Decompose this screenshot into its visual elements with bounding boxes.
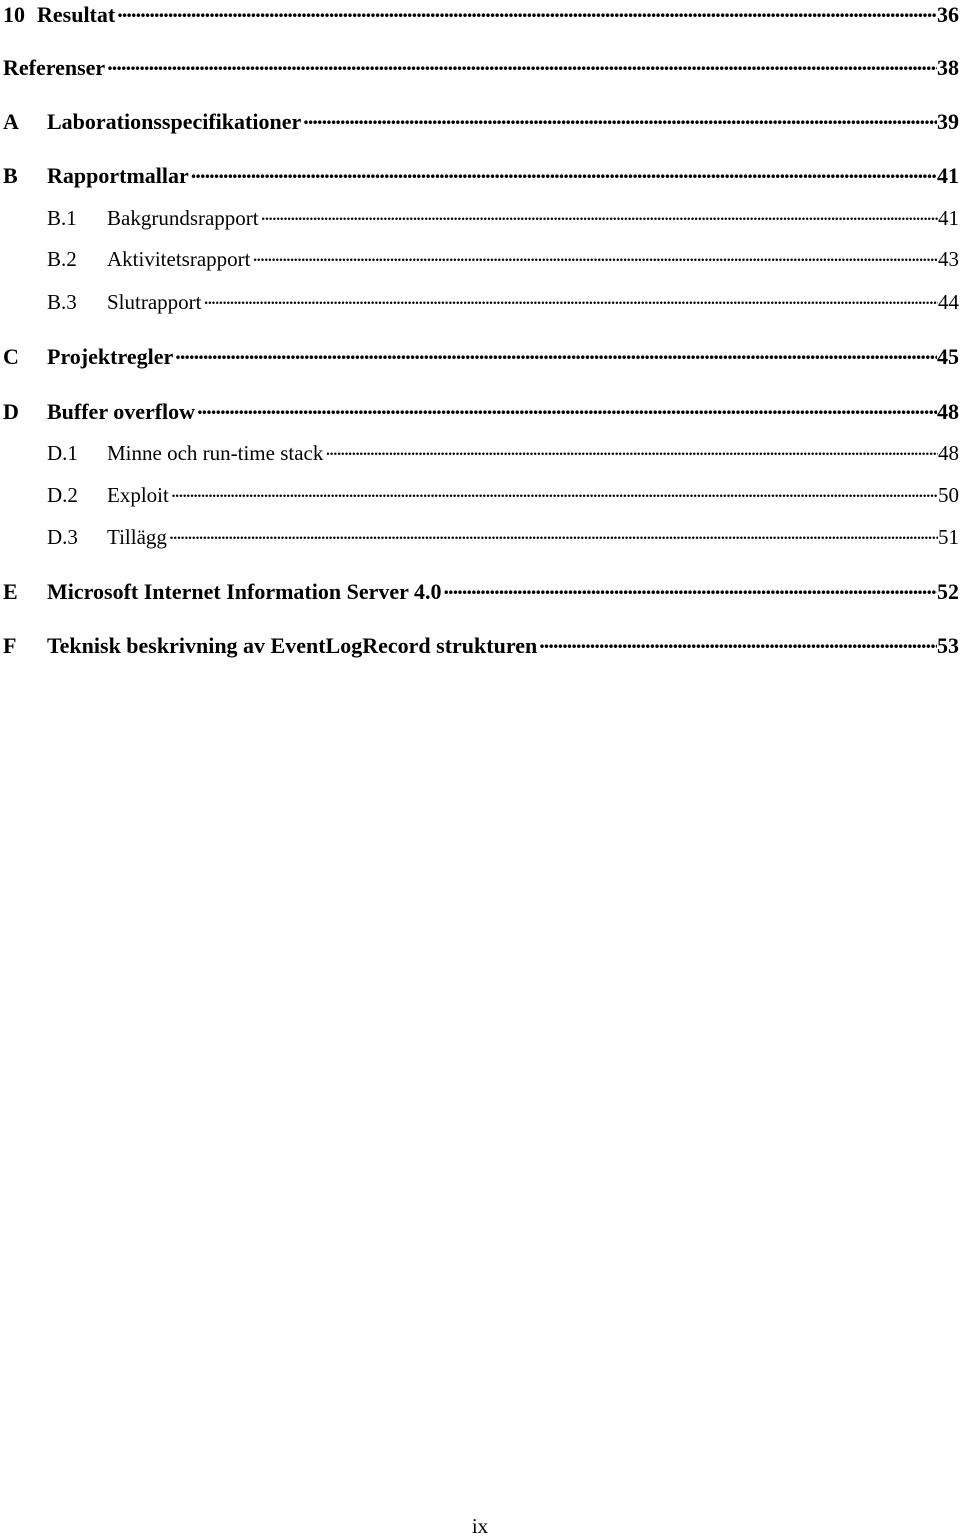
toc-entry-title: Referenser xyxy=(3,55,106,80)
toc-entry-number: E xyxy=(3,579,18,604)
page-number: ix xyxy=(471,1514,489,1538)
toc-entry-page: 45 xyxy=(937,344,959,369)
toc-entry-number: B.3 xyxy=(47,290,77,314)
toc-entry-b3[interactable] xyxy=(0,288,960,318)
toc-entry-page: 48 xyxy=(938,441,959,465)
toc-entry-page: 44 xyxy=(938,290,959,314)
toc-entry-appendix-d[interactable] xyxy=(0,397,960,427)
toc-entry-d2[interactable] xyxy=(0,481,960,511)
toc-entry-title: Laborationsspecifikationer xyxy=(47,109,302,134)
toc-entry-page: 50 xyxy=(938,483,959,507)
toc-dot-leader xyxy=(195,398,937,420)
toc-entry-page: 41 xyxy=(937,163,959,188)
toc-entry-b1[interactable] xyxy=(0,204,960,234)
toc-entry-appendix-f[interactable] xyxy=(0,631,960,661)
toc-dot-leader xyxy=(167,524,938,545)
toc-entry-resultat[interactable] xyxy=(0,0,960,30)
toc-entry-appendix-e[interactable] xyxy=(0,577,960,607)
toc-entry-title: Rapportmallar xyxy=(47,163,189,188)
toc-dot-leader xyxy=(250,246,938,267)
toc-entry-number: B.2 xyxy=(47,247,77,271)
toc-entry-number: F xyxy=(3,633,17,658)
toc-entry-title: Exploit xyxy=(107,483,169,507)
toc-entry-number: D.2 xyxy=(47,483,78,507)
toc-entry-page: 43 xyxy=(938,247,959,271)
toc-entry-page: 39 xyxy=(937,109,959,134)
toc-entry-title: Buffer overflow xyxy=(47,399,196,424)
toc-entry-b2[interactable] xyxy=(0,245,960,275)
toc-dot-leader xyxy=(323,440,938,461)
toc-entry-number: D.3 xyxy=(47,525,78,549)
toc-dot-leader xyxy=(105,54,937,76)
toc-entry-title: Minne och run-time stack xyxy=(107,441,324,465)
toc-entry-d1[interactable] xyxy=(0,439,960,469)
toc-entry-page: 38 xyxy=(937,55,959,80)
toc-entry-page: 51 xyxy=(938,525,959,549)
toc-entry-appendix-b[interactable] xyxy=(0,161,960,191)
toc-entry-title: Microsoft Internet Information Server 4.0 xyxy=(47,579,442,604)
toc-entry-page: 36 xyxy=(937,2,959,27)
toc-dot-leader xyxy=(202,289,939,310)
toc-dot-leader xyxy=(301,108,937,130)
toc-entry-appendix-a[interactable] xyxy=(0,107,960,137)
toc-dot-leader xyxy=(442,578,938,600)
toc-entry-page: 41 xyxy=(938,206,959,230)
toc-entry-page: 53 xyxy=(937,633,959,658)
toc-dot-leader xyxy=(169,482,938,503)
toc-entry-number: 10 xyxy=(3,2,25,27)
toc-entry-number: B xyxy=(3,163,18,188)
toc-dot-leader xyxy=(173,343,937,365)
toc-entry-title: Resultat xyxy=(37,2,116,27)
toc-entry-title: Aktivitetsrapport xyxy=(107,247,251,271)
toc-entry-page: 52 xyxy=(937,579,959,604)
toc-entry-page: 48 xyxy=(937,399,959,424)
toc-entry-number: D.1 xyxy=(47,441,78,465)
toc-entry-title: Projektregler xyxy=(47,344,174,369)
toc-entry-title: Bakgrundsrapport xyxy=(107,206,259,230)
toc-entry-title: Slutrapport xyxy=(107,290,202,314)
toc-entry-number: D xyxy=(3,399,19,424)
toc-dot-leader xyxy=(537,632,937,654)
toc-dot-leader xyxy=(189,162,937,184)
toc-dot-leader xyxy=(115,1,937,23)
toc-entry-number: B.1 xyxy=(47,206,77,230)
toc-entry-title: Teknisk beskrivning av EventLogRecord strukturen xyxy=(47,633,538,658)
toc-entry-number: C xyxy=(3,344,19,369)
toc-dot-leader xyxy=(259,205,938,226)
toc-entry-d3[interactable] xyxy=(0,523,960,553)
toc-entry-title: Tillägg xyxy=(107,525,167,549)
toc-entry-appendix-c[interactable] xyxy=(0,342,960,372)
toc-entry-number: A xyxy=(3,109,19,134)
toc-entry-referenser[interactable] xyxy=(0,53,960,83)
